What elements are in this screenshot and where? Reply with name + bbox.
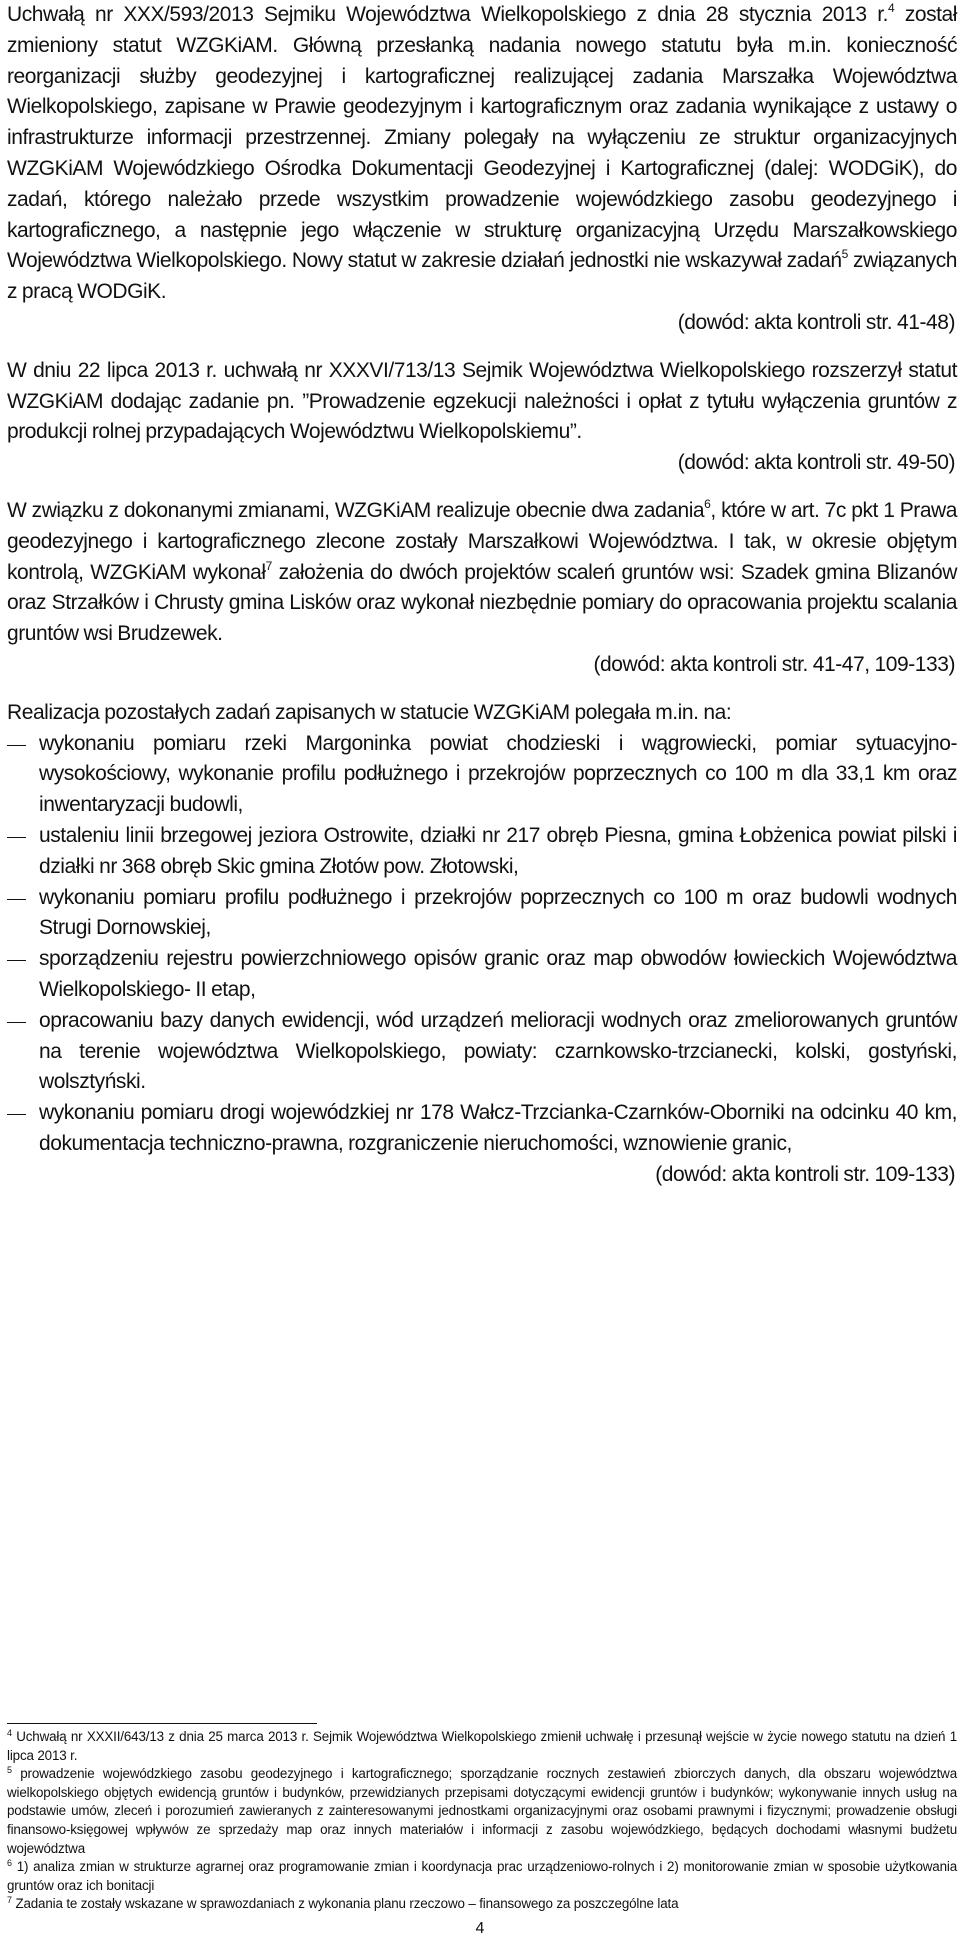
footnotes [7,1728,957,1914]
footnote-number: 4 [7,1727,12,1738]
dash-bullet [7,1098,29,1115]
footnote [7,1728,957,1765]
footnote-text: Uchwałą nr XXXII/643/13 z dnia 25 marca 2013 r. Sejmik Województwa Wielkopolskiego zmienił uchwałę i przesunął wejście w życie nowego statutu na dzień 1 lipca 2013 r. [7,1729,957,1763]
footnote-number: 5 [7,1764,12,1775]
footnote-ref[interactable]: 4 [888,1,895,15]
list-item [7,1006,957,1098]
page-number: 4 [475,1920,485,1937]
list-item [7,821,957,883]
footnote-ref[interactable]: 6 [704,496,711,511]
list-item-text: wykonaniu pomiaru drogi wojewódzkiej nr 178 Wałcz-Trzcianka-Czarnków-Oborniki na odcinku 40 km, dokumentacja techniczno-prawna, rozgraniczenie nieruchomości, wznowienie granic, [39,1101,957,1155]
evidence-note: (dowód: akta kontroli str. 41-48) [677,310,955,334]
list-item-text: wykonaniu pomiaru rzeki Margoninka powiat chodzieski i wągrowiecki, pomiar sytuacyjno- wysokościowy, wykonanie profilu podłużnego i przekrojów poprzecznych co 100 m dla 33,1 km oraz inwentaryzacji budowli, [39,731,957,817]
evidence-note: (dowód: akta kontroli str. 109-133) [655,1162,955,1186]
evidence-note: (dowód: akta kontroli str. 49-50) [677,451,955,475]
list-item-text: sporządzeniu rejestru powierzchniowego opisów granic oraz map obwodów łowieckich Województwa Wielkopolskiego- II etap, [39,947,957,1001]
paragraph-text: , które w art. 7c pkt 1 Prawa geodezyjnego i kartograficznego zlecone zostały Marszałkowi Województwa. I tak, w okresie objętym kontrolą, WZGKiAM wykonał [7,498,958,584]
list-item-text: ustaleniu linii brzegowej jeziora Ostrowite, działki nr 217 obręb Piesna, gmina Łobżenica powiat pilski i działki nr 368 obręb Skic gmina Złotów pow. Złotowski, [39,823,957,878]
footnote-ref[interactable]: 5 [841,247,848,262]
paragraph-text: założenia do dwóch projektów scaleń gruntów wsi: Szadek gmina Blizanów oraz Strzałków i Chrusty gmina Lisków oraz wykonał niezbędnie pomiary do opracowania projektu scalania gruntów wsi Brudzewek. [7,560,957,646]
dash-bullet [7,1006,29,1023]
paragraph-text: W związku z dokonanymi zmianami, WZGKiAM realizuje obecnie dwa zadania [7,498,705,522]
paragraph-text: został zmieniony statut WZGKiAM. Główną przesłanką nadania nowego statutu była m.in. konieczność reorganizacji służby geodezyjnej i kartograficznej realizującej zadania Marszałka Województwa Wielkopolskiego, zapisane w Prawie geodezyjnym i kartograficznym oraz zadania wynikające z ustawy o infrastrukturze informacji przestrzennej. Zmiany polegały na wyłączeniu ze struktur organizacyjnych WZGKiAM Wojewódzkiego Ośrodka Dokumentacji Geodezyjnej i Kartograficznej (dalej: WODGiK), do zadań, którego należało przede wszystkim prowadzenie wojewódzkiego zasobu geodezyjnego i kartograficznego, a następnie jego włączenie w strukturę organizacyjną Urzędu Marszałkowskiego Województwa Wielkopolskiego. Nowy statut w zakresie działań jednostki nie wskazywał zadań [7,3,958,273]
dash-bullet [7,883,29,900]
paragraph-statute-change [7,0,957,308]
paragraph-tasks [7,496,957,650]
list-item [7,729,957,821]
list-item-text: opracowaniu bazy danych ewidencji, wód urządzeń melioracji wodnych oraz zmeliorowanych gruntów na terenie województwa Wielkopolskiego, powiaty: czarnkowsko-trzcianecki, kolski, gostyński, wolsztyński. [39,1008,957,1094]
dash-bullet [7,729,29,746]
footnote-number: 6 [7,1857,12,1868]
footnote-text: 1) analiza zmian w strukturze agrarnej oraz programowanie zmian i koordynacja prac urządzeniowo-rolnych i 2) monitorowanie zmian w sposobie użytkowania gruntów oraz ich bonitacji [7,1859,957,1893]
footnote-number: 7 [7,1894,12,1905]
footnote-separator [7,1723,317,1724]
footnote-text: Zadania te zostały wskazane w sprawozdaniach z wykonania planu rzeczowo – finansowego za poszczególne lata [15,1896,679,1912]
list-item [7,883,957,945]
list-item [7,1098,957,1160]
evidence-note: (dowód: akta kontroli str. 41-47, 109-133) [593,652,955,676]
main-text [7,0,957,1190]
dash-bullet [7,944,29,961]
list-item-text: wykonaniu pomiaru profilu podłużnego i przekrojów poprzecznych co 100 m oraz budowli wodnych Strugi Dornowskiej, [39,885,957,940]
list-item [7,944,957,1006]
paragraph-other-tasks: Realizacja pozostałych zadań zapisanych w statucie WZGKiAM polegała m.in. na: [7,700,732,724]
dash-bullet [7,821,29,838]
footnote-ref[interactable]: 7 [265,558,272,573]
paragraph-text: związanych z pracą WODGiK. [7,249,958,304]
footnote [7,1858,957,1895]
footnote-text: prowadzenie wojewódzkiego zasobu geodezyjnego i kartograficznego; sporządzanie rocznych zestawień zbiorczych danych, dla obszaru województwa wielkopolskiego objętych ewidencją gruntów i budynków, przewidzianych przepisami dotyczącymi ewidencji gruntów i budynków; wykonywanie innych usług na podstawie umów, zleceń i porozumień zawieranych z zainteresowanymi jednostkami organizacyjnymi oraz osobami prawnymi i fizycznymi; prowadzenie obsługi finansowo-księgowej wpływów ze sprzedaży map oraz innych materiałów i informacji z zasobu wojewódzkiego, będących dochodami własnymi budżetu województwa [7,1766,957,1856]
task-list [7,729,957,1160]
paragraph-text: Uchwałą nr XXX/593/2013 Sejmiku Województwa Wielkopolskiego z dnia 28 stycznia 2013 r. [7,3,888,26]
footnote [7,1895,957,1914]
paragraph-statute-extension: W dniu 22 lipca 2013 r. uchwałą nr XXXVI/713/13 Sejmik Województwa Wielkopolskiego rozszerzył statut WZGKiAM dodając zadanie pn. ”Prowadzenie egzekucji należności i opłat z tytułu wyłączenia gruntów z produkcji rolnej przypadających Województwu Wielkopolskiemu”. [7,358,957,444]
footnote [7,1765,957,1858]
